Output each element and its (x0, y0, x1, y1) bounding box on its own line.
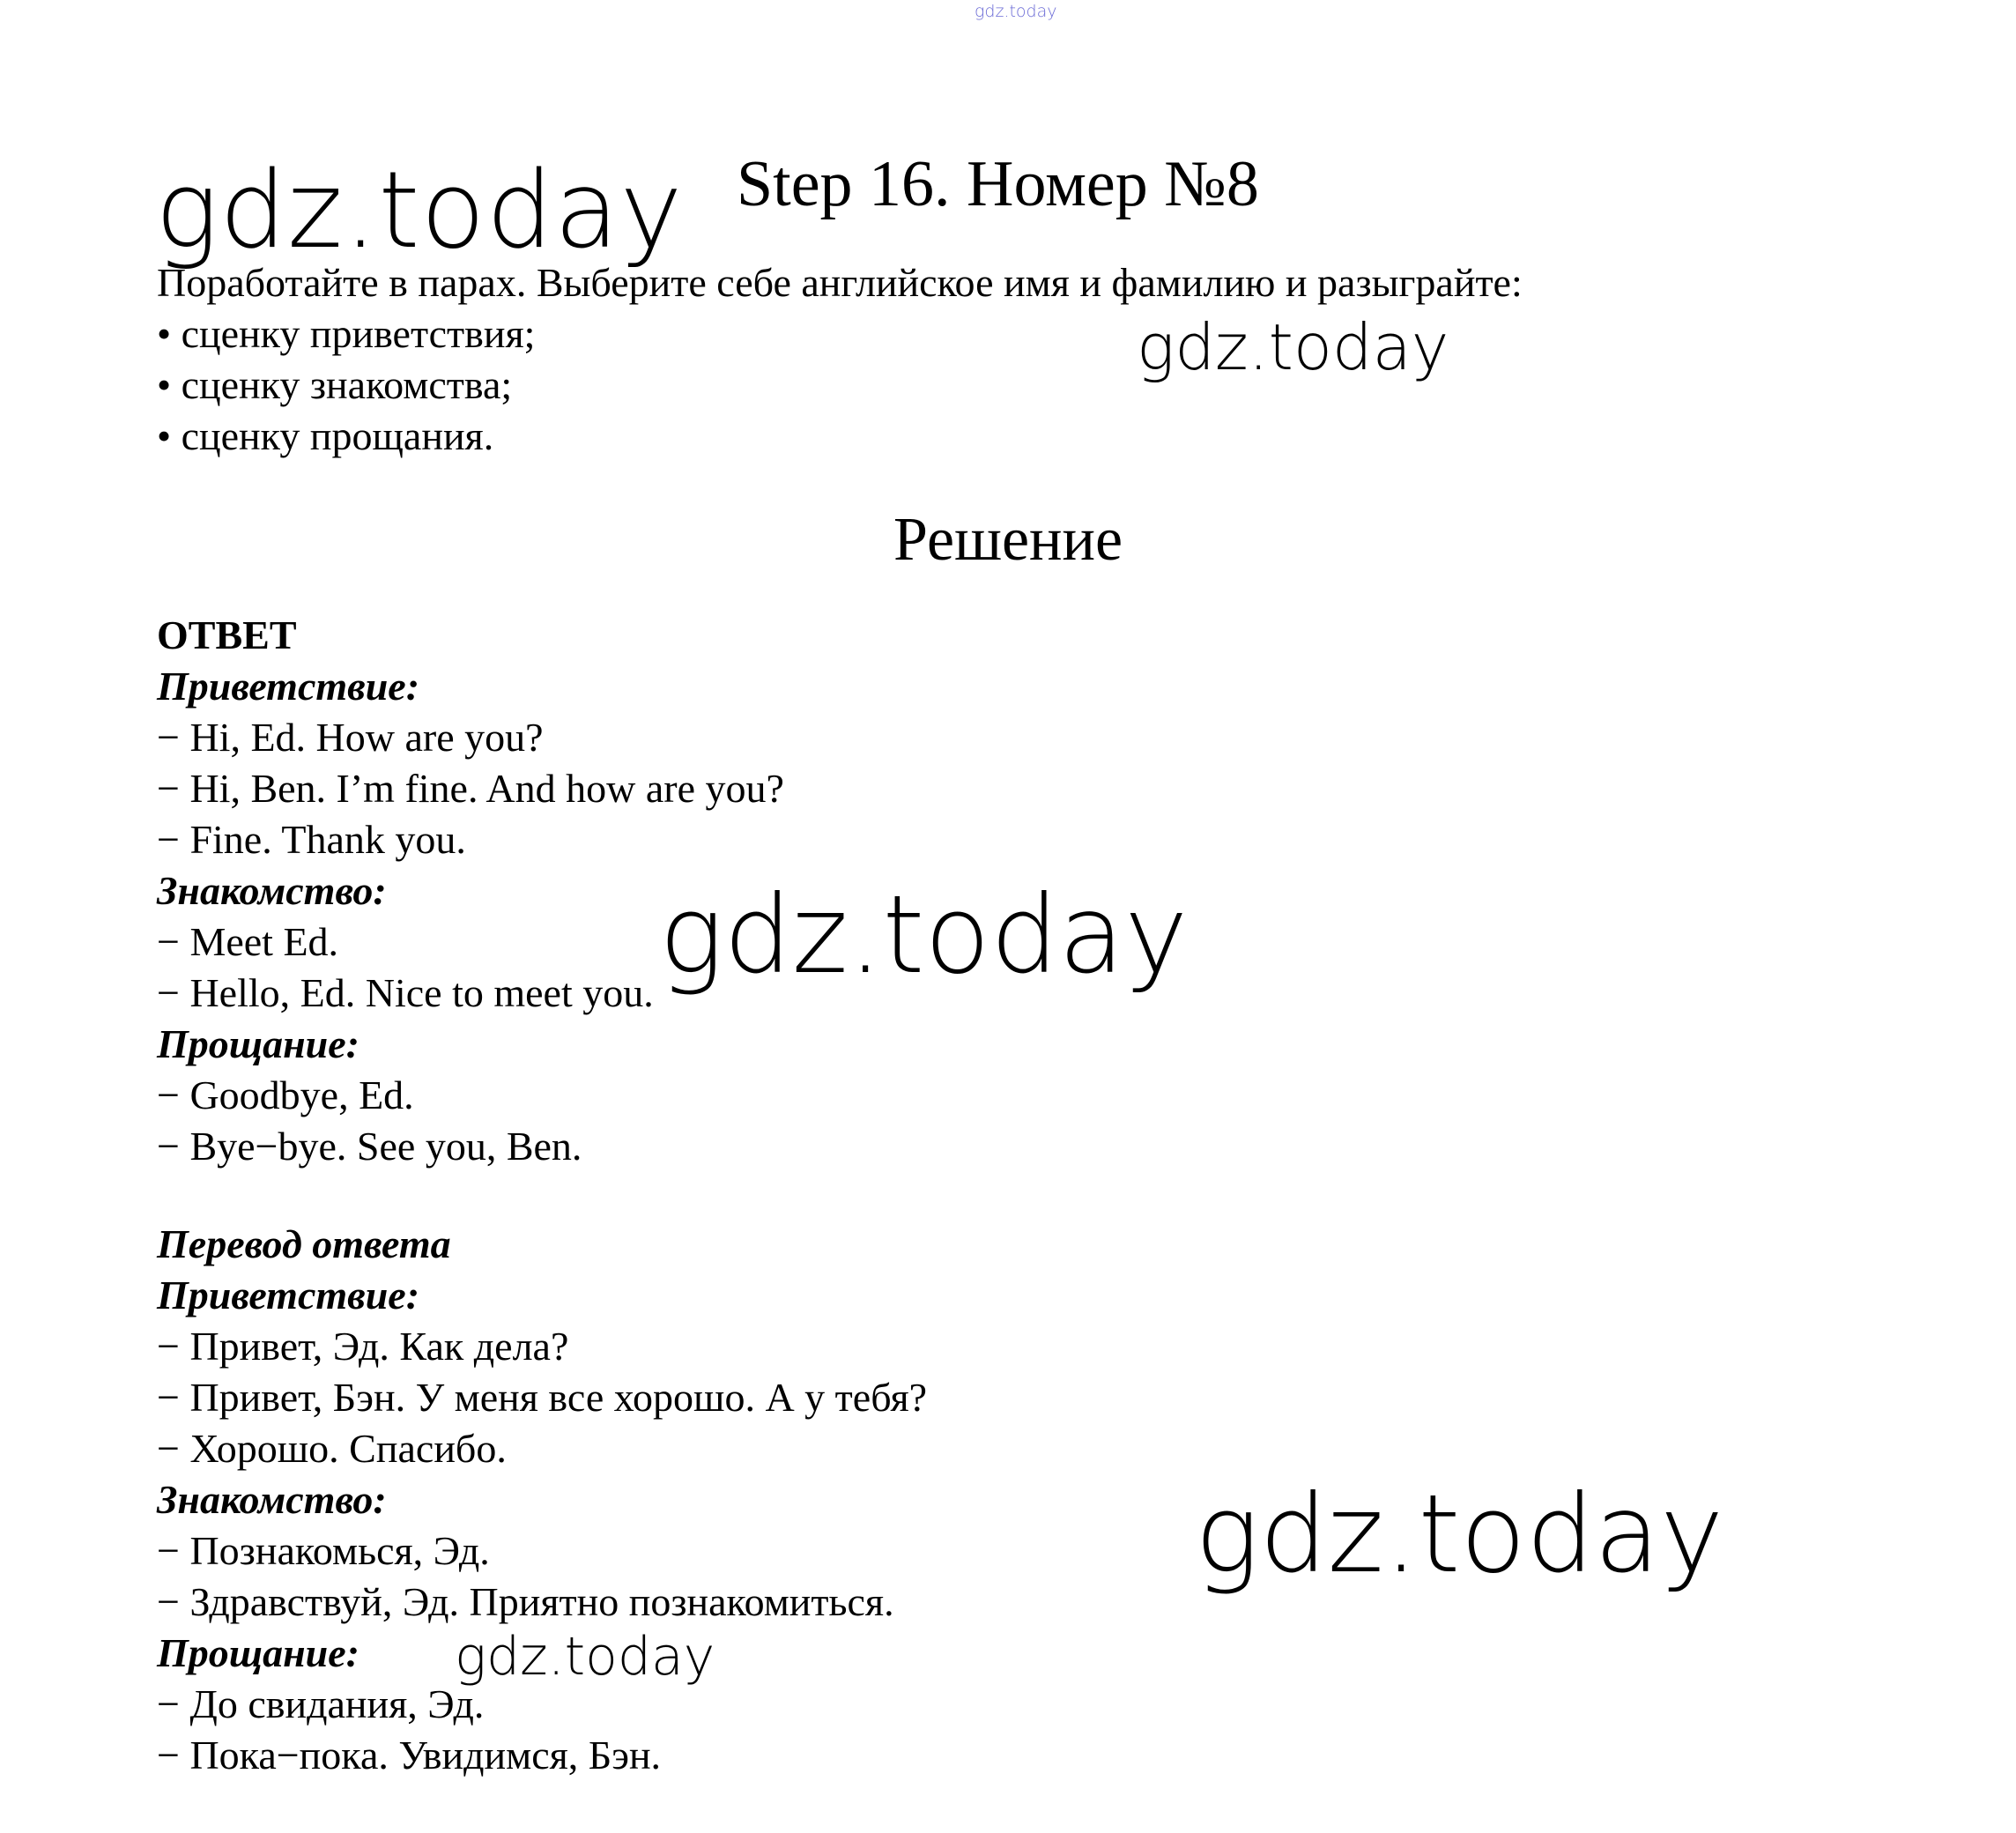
section-title: Прощание: (157, 1021, 359, 1066)
watermark-center: gdz.today (659, 872, 1189, 998)
dialogue-line: − Hi, Ed. How are you? (157, 715, 544, 760)
dialogue-line: − Hello, Ed. Nice to meet you. (157, 970, 654, 1015)
section-title: Знакомство: (157, 868, 387, 913)
dialogue-line: − Здравствуй, Эд. Приятно познакомиться. (157, 1579, 894, 1624)
dialogue-line: − Хорошо. Спасибо. (157, 1426, 507, 1471)
section-title: Знакомство: (157, 1477, 387, 1522)
translation-block (157, 1219, 927, 1781)
task-item: • сценку приветствия; (157, 311, 536, 356)
solution-heading: Решение (893, 506, 1123, 574)
answer-heading: ОТВЕТ (157, 612, 297, 657)
dialogue-line: − Познакомься, Эд. (157, 1528, 490, 1573)
section-title: Приветствие: (157, 664, 420, 709)
dialogue-line: − Bye−bye. See you, Ben. (157, 1124, 582, 1169)
dialogue-line: − Привет, Эд. Как дела? (157, 1324, 569, 1369)
task-item: • сценку прощания. (157, 413, 494, 458)
task-intro: Поработайте в парах. Выберите себе английское имя и фамилию и разыграйте: (157, 260, 1523, 305)
section-title: Прощание: (157, 1630, 359, 1675)
watermark-upper-right: gdz.today (1137, 310, 1449, 384)
dialogue-line: − Привет, Бэн. У меня все хорошо. А у тебя? (157, 1375, 928, 1420)
task-item: • сценку знакомства; (157, 362, 513, 407)
task-block (157, 257, 1523, 462)
dialogue-line: − Fine. Thank you. (157, 817, 466, 862)
dialogue-line: − До свидания, Эд. (157, 1681, 485, 1726)
answer-block (157, 610, 784, 1172)
dialogue-line: − Goodbye, Ed. (157, 1072, 414, 1117)
watermark-lower-right: gdz.today (1195, 1472, 1724, 1597)
dialogue-line: − Meet Ed. (157, 919, 339, 964)
page-title: Step 16. Номер №8 (737, 148, 1259, 220)
section-title: Приветствие: (157, 1273, 420, 1317)
translation-heading: Перевод ответа (157, 1221, 451, 1266)
watermark-small-bottom: gdz.today (455, 1626, 715, 1688)
dialogue-line: − Hi, Ben. I’m fine. And how are you? (157, 766, 784, 811)
watermark-large-top-left: gdz.today (155, 150, 684, 272)
watermark-top: gdz.today (975, 2, 1057, 21)
dialogue-line: − Пока−пока. Увидимся, Бэн. (157, 1733, 662, 1777)
